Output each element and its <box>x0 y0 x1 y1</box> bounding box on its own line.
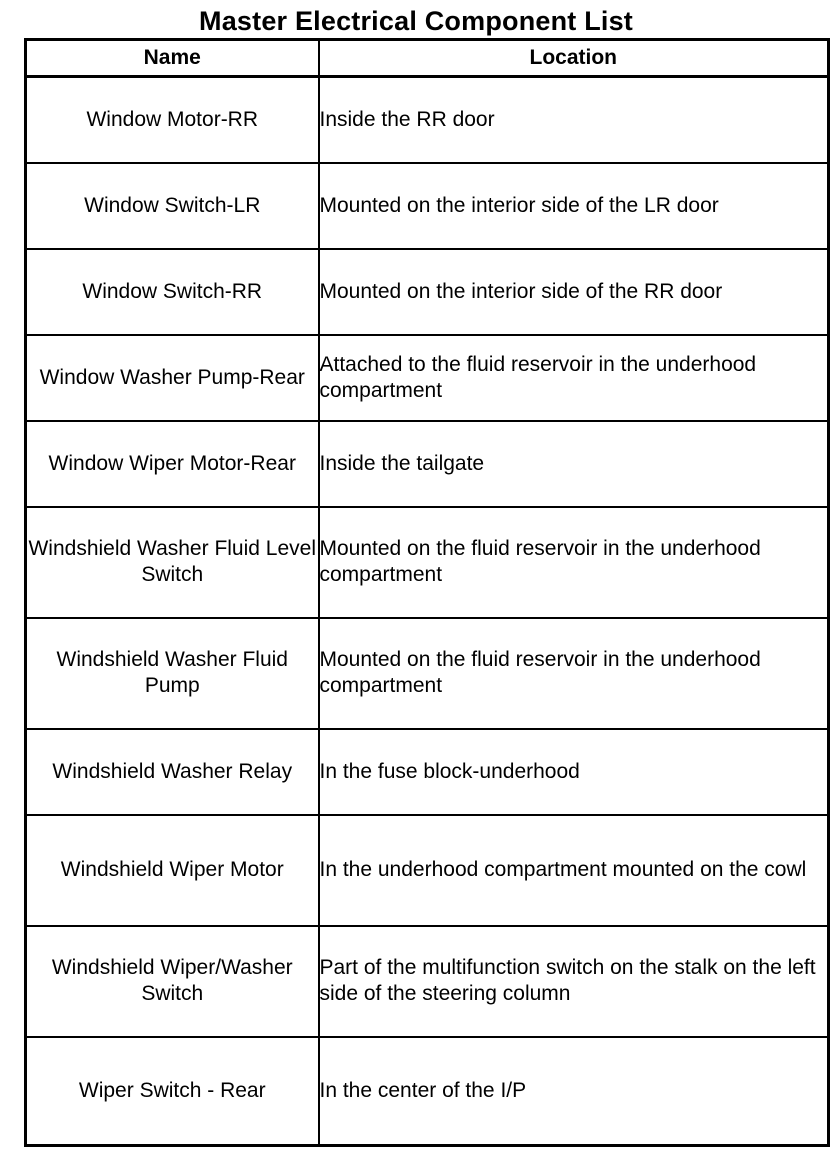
component-name: Window Washer Pump-Rear <box>26 335 319 421</box>
table-row <box>26 618 829 729</box>
table-row <box>26 1037 829 1146</box>
component-name: Window Wiper Motor-Rear <box>26 421 319 507</box>
component-location: In the center of the I/P <box>319 1037 829 1146</box>
component-location: Mounted on the fluid reservoir in the underhood compartment <box>319 507 829 618</box>
page-title: Master Electrical Component List <box>199 6 633 36</box>
table-row <box>26 77 829 163</box>
component-name: Window Switch-RR <box>26 249 319 335</box>
table-row <box>26 729 829 815</box>
component-name: Windshield Washer Relay <box>26 729 319 815</box>
component-location: In the fuse block-underhood <box>319 729 829 815</box>
table-header-row <box>26 40 829 77</box>
component-location: Attached to the fluid reservoir in the underhood compartment <box>319 335 829 421</box>
component-name: Windshield Wiper Motor <box>26 815 319 926</box>
table-row <box>26 815 829 926</box>
component-name: Wiper Switch - Rear <box>26 1037 319 1146</box>
column-header-location: Location <box>319 40 829 77</box>
table-row <box>26 163 829 249</box>
table-row <box>26 507 829 618</box>
component-table <box>24 38 830 1147</box>
component-name: Windshield Washer Fluid Level Switch <box>26 507 319 618</box>
component-location: Mounted on the fluid reservoir in the underhood compartment <box>319 618 829 729</box>
component-location: Inside the tailgate <box>319 421 829 507</box>
column-header-name: Name <box>26 40 319 77</box>
component-name: Windshield Washer Fluid Pump <box>26 618 319 729</box>
component-location: Mounted on the interior side of the LR door <box>319 163 829 249</box>
component-location: Inside the RR door <box>319 77 829 163</box>
table-row <box>26 926 829 1037</box>
component-location: Mounted on the interior side of the RR door <box>319 249 829 335</box>
component-location: In the underhood compartment mounted on the cowl <box>319 815 829 926</box>
component-name: Windshield Wiper/Washer Switch <box>26 926 319 1037</box>
component-location: Part of the multifunction switch on the stalk on the left side of the steering column <box>319 926 829 1037</box>
table-row <box>26 335 829 421</box>
component-name: Window Switch-LR <box>26 163 319 249</box>
table-row <box>26 249 829 335</box>
component-name: Window Motor-RR <box>26 77 319 163</box>
table-row <box>26 421 829 507</box>
